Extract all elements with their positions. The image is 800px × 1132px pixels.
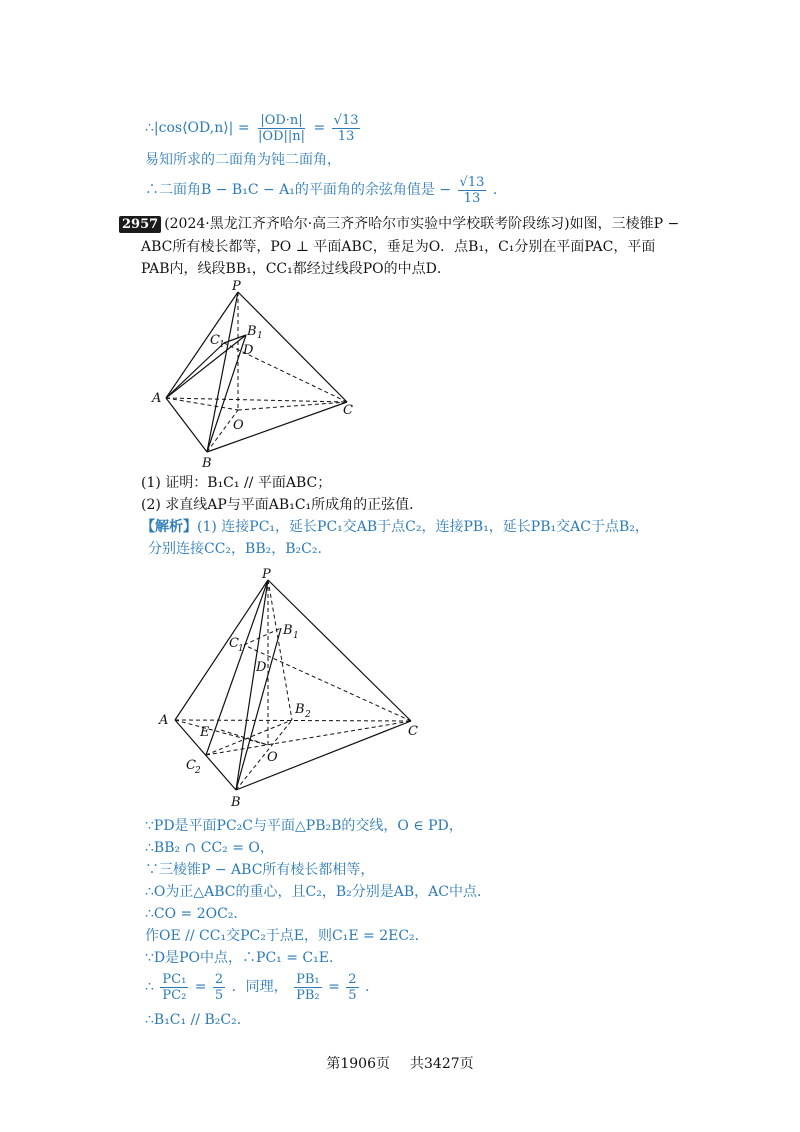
label-P: P (232, 279, 241, 294)
solution-line-1: 【解析】(1) 连接PC₁，延长PC₁交AB于点C₂，连接PB₁，延长PB₁交AC于点B₂， (141, 519, 649, 535)
label2-P: P (262, 567, 271, 582)
prev-line3-frac: $\frac{√13}{13}$ (459, 174, 485, 206)
page-number: 第1906页 (326, 1056, 390, 1072)
prev-line1-frac: $\frac{|OD\cdot n|}{|OD||n|}$ (258, 112, 306, 144)
total-pages: 共3427页 (410, 1056, 474, 1072)
proof-line-2: ∴BB₂ ∩ CC₂ = O， (145, 840, 274, 856)
segment2-CC1 (244, 645, 411, 721)
proof-line-3: ∵三棱锥P − ABC所有棱长都相等， (145, 862, 375, 878)
label-O: O (233, 418, 244, 433)
label2-A: A (159, 713, 169, 728)
ratio-pb1-pb2: $\frac{\text{PB₁}}{\text{PB₂}}$ (296, 971, 320, 1003)
label-C: C (343, 403, 353, 418)
label2-B2-sub: 2 (305, 710, 311, 720)
prev-line1-eq: = (313, 120, 326, 136)
edge2-BC (236, 721, 411, 790)
label2-C2-sub: 2 (195, 766, 201, 776)
proof-line-7: ∵D是PO中点，∴PC₁ = C₁E． (145, 950, 343, 966)
ratio-value-1: $\frac{2}{5}$ (214, 971, 224, 1003)
label2-B1: B (283, 623, 293, 638)
label2-C2: C (186, 758, 196, 773)
segment2-PB2 (268, 580, 292, 720)
label-A: A (152, 391, 162, 406)
label2-D: D (256, 660, 267, 675)
label2-C1-sub: 1 (238, 644, 244, 654)
proof-line-1: ∵PD是平面PC₂C与平面△PB₂B的交线，O ∈ PD， (145, 818, 463, 834)
proof-line-5: ∴CO = 2OC₂． (145, 906, 248, 922)
label2-O: O (267, 750, 278, 765)
label-B1-sub: 1 (257, 331, 263, 341)
label2-C1: C (229, 636, 239, 651)
prev-line1-result: $\frac{√13}{13}$ (333, 112, 359, 144)
proof-line-8: ∴ $\frac{\text{PC₁}}{\text{PC₂}}$ = $\frac{2}{5}$ ．同理， $\frac{\text{PB₁}}{\text{PB₂}}$ = $\frac{2}{5}$ . (145, 971, 370, 1003)
question-2: (2) 求直线AP与平面AB₁C₁所成角的正弦值． (141, 497, 424, 513)
problem-stem-line-1: 2957 (2024·黑龙江齐齐哈尔·高三齐齐哈尔市实验中学校联考阶段练习)如图，三棱锥P − (119, 214, 679, 234)
segment2-B2C2 (206, 720, 292, 755)
problem-number-badge: 2957 (119, 216, 161, 233)
solution-tag: 【解析】 (141, 519, 197, 535)
page-footer (0, 1053, 800, 1073)
ratio-pc1-pc2: $\frac{\text{PC₁}}{\text{PC₂}}$ (162, 971, 187, 1003)
problem-stem-line-2: ABC所有棱长都等，PO ⊥ 平面ABC，垂足为O．点B₁，C₁分别在平面PAC，平面 (141, 239, 656, 255)
segment2-CC2 (206, 721, 411, 755)
prev-line1-lhs: ∴|cos⟨OD,n⟩| = (145, 120, 250, 136)
problem-stem-line-3: PAB内，线段BB₁，CC₁都经过线段PO的中点D． (141, 261, 451, 277)
label2-C: C (408, 724, 418, 739)
label-C1: C (210, 333, 220, 348)
label-C1-sub: 1 (219, 340, 225, 350)
edge2-AC-hidden (175, 720, 411, 721)
solution-line-2: 分别连接CC₂，BB₂，B₂C₂． (148, 541, 332, 557)
proof-line-9: ∴B₁C₁ // B₂C₂． (145, 1012, 251, 1028)
ratio-value-2: $\frac{2}{5}$ (348, 971, 357, 1003)
label2-B2: B (295, 702, 305, 717)
prev-line-3: ∴二面角B − B₁C − A₁的平面角的余弦角值是 − $\frac{√13}{13}$ . (145, 174, 498, 206)
label2-B1-sub: 1 (293, 631, 299, 641)
edge2-PC (268, 580, 411, 721)
label-B1: B (247, 324, 257, 339)
label2-B: B (231, 795, 241, 810)
label2-E: E (200, 725, 210, 740)
edge2-PA (175, 580, 268, 720)
proof-line-6: 作OE // CC₁交PC₂于点E，则C₁E = 2EC₂． (145, 928, 429, 944)
edge2-PB (236, 580, 268, 790)
label-D: D (243, 343, 254, 358)
prev-line-2: 易知所求的二面角为钝二面角， (145, 152, 341, 168)
label-B: B (202, 456, 212, 471)
proof-line-4: ∴O为正△ABC的重心，且C₂，B₂分别是AB，AC中点． (145, 884, 491, 900)
question-1: (1) 证明：B₁C₁ // 平面ABC； (141, 475, 332, 491)
